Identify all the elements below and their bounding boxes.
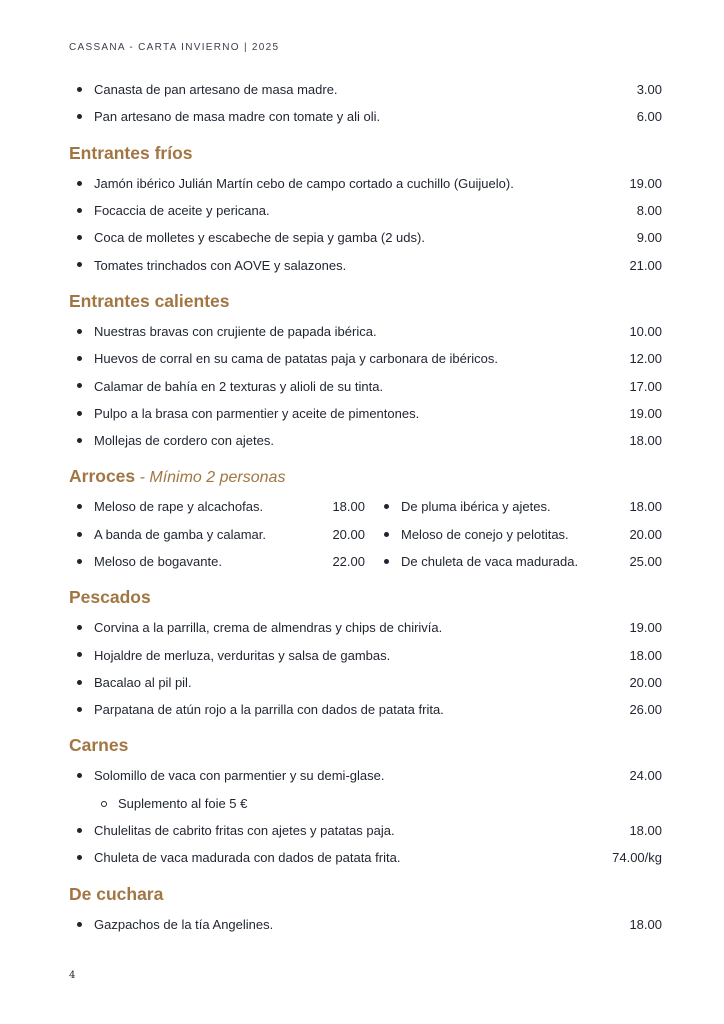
dish-name: Meloso de rape y alcachofas. — [94, 499, 264, 515]
sub-list-item — [69, 790, 662, 817]
de-cuchara-list — [69, 911, 662, 938]
dish-name: Tomates trinchados con AOVE y salazones. — [94, 257, 347, 273]
dish-price: 24.00 — [629, 768, 662, 784]
dish-price: 21.00 — [629, 257, 662, 273]
dish-name: De pluma ibérica y ajetes. — [401, 499, 551, 515]
dish-price: 18.00 — [629, 433, 662, 449]
dish-price: 6.00 — [636, 109, 662, 125]
supplement-note: Suplemento al foie 5 € — [118, 795, 248, 811]
list-item — [69, 493, 365, 520]
bullet-icon — [69, 844, 94, 871]
bullet-icon — [376, 548, 401, 575]
bullet-icon — [69, 224, 94, 251]
dish-name: Bacalao al pil pil. — [94, 674, 192, 690]
bullet-icon — [69, 318, 94, 345]
bullet-icon — [69, 762, 94, 789]
list-item — [69, 641, 662, 668]
bullet-icon — [69, 669, 94, 696]
bullet-icon — [69, 911, 94, 938]
dish-name: Meloso de conejo y pelotitas. — [401, 526, 569, 542]
list-item — [376, 493, 662, 520]
dish-price: 18.00 — [629, 499, 662, 515]
list-item — [69, 669, 662, 696]
section-title-de-cuchara: De cuchara — [69, 883, 164, 904]
arroces-list — [69, 493, 662, 575]
entrantes-calientes-list — [69, 318, 662, 454]
section-title-entrantes-calientes: Entrantes calientes — [69, 290, 230, 311]
list-item — [69, 400, 662, 427]
list-item — [69, 762, 662, 789]
bullet-icon — [69, 521, 94, 548]
bullet-icon — [69, 400, 94, 427]
dish-price: 25.00 — [629, 554, 662, 569]
page-number: 4 — [69, 970, 76, 981]
bullet-icon — [69, 103, 94, 130]
list-item — [69, 197, 662, 224]
bullet-icon — [69, 345, 94, 372]
bread-list — [69, 76, 662, 131]
circle-bullet-icon — [93, 790, 118, 817]
bullet-icon — [69, 76, 94, 103]
list-item — [376, 548, 662, 575]
dish-price: 9.00 — [636, 230, 662, 246]
list-item — [69, 224, 662, 251]
list-item — [69, 318, 662, 345]
bullet-icon — [69, 372, 94, 399]
bullet-icon — [69, 251, 94, 278]
bullet-icon — [69, 817, 94, 844]
dish-price: 20.00 — [629, 674, 662, 690]
dish-price: 18.00 — [629, 823, 662, 839]
list-item — [69, 614, 662, 641]
dish-name: Canasta de pan artesano de masa madre. — [94, 82, 338, 98]
list-item — [69, 76, 662, 103]
bullet-icon — [69, 197, 94, 224]
dish-price: 19.00 — [629, 405, 662, 421]
dish-price: 74.00/kg — [612, 850, 662, 866]
list-item — [69, 817, 662, 844]
dish-price: 19.00 — [629, 175, 662, 191]
dish-name: De chuleta de vaca madurada. — [401, 554, 579, 569]
bullet-icon — [376, 493, 401, 520]
dish-price: 22.00 — [332, 554, 365, 569]
dish-name: Parpatana de atún rojo a la parrilla con dados de patata frita. — [94, 702, 444, 718]
dish-name: Pulpo a la brasa con parmentier y aceite de pimentones. — [94, 405, 420, 421]
dish-price: 26.00 — [629, 702, 662, 718]
pescados-list — [69, 614, 662, 723]
dish-price: 12.00 — [629, 351, 662, 367]
dish-name: Gazpachos de la tía Angelines. — [94, 916, 274, 932]
dish-name: Calamar de bahía en 2 texturas y alioli de su tinta. — [94, 378, 384, 394]
arroces-title: Arroces — [69, 466, 136, 487]
document-header: CASSANA - CARTA INVIERNO | 2025 — [69, 42, 280, 53]
bullet-icon — [69, 493, 94, 520]
dish-name: Nuestras bravas con crujiente de papada ibérica. — [94, 323, 377, 339]
dish-price: 18.00 — [629, 916, 662, 932]
list-item — [69, 844, 662, 871]
dish-name: Focaccia de aceite y pericana. — [94, 203, 270, 219]
dish-name: Huevos de corral en su cama de patatas paja y carbonara de ibéricos. — [94, 351, 498, 367]
dish-name: Mollejas de cordero con ajetes. — [94, 433, 274, 449]
dish-name: Hojaldre de merluza, verduritas y salsa de gambas. — [94, 647, 391, 663]
dish-name: A banda de gamba y calamar. — [94, 526, 267, 542]
bullet-icon — [69, 696, 94, 723]
dish-price: 3.00 — [636, 82, 662, 98]
dish-price: 19.00 — [629, 620, 662, 636]
bullet-icon — [69, 427, 94, 454]
dish-name: Pan artesano de masa madre con tomate y ali oli. — [94, 109, 381, 125]
list-item — [69, 911, 662, 938]
section-title-arroces — [69, 465, 662, 488]
dish-name: Chulelitas de cabrito fritas con ajetes y patatas paja. — [94, 823, 395, 839]
dish-name: Jamón ibérico Julián Martín cebo de campo cortado a cuchillo (Guijuelo). — [94, 175, 514, 191]
dish-price: 18.00 — [332, 499, 365, 515]
dish-price: 20.00 — [629, 526, 662, 542]
dish-name: Meloso de bogavante. — [94, 554, 222, 569]
dish-price: 10.00 — [629, 323, 662, 339]
list-item — [69, 251, 662, 278]
dish-name: Corvina a la parrilla, crema de almendras y chips de chirivía. — [94, 620, 443, 636]
list-item — [69, 696, 662, 723]
dish-price: 8.00 — [636, 203, 662, 219]
list-item — [69, 548, 365, 575]
arroces-subtitle: - Mínimo 2 personas — [135, 469, 286, 487]
list-item — [69, 372, 662, 399]
bullet-icon — [376, 521, 401, 548]
arroces-right-column — [376, 493, 662, 575]
dish-name: Coca de molletes y escabeche de sepia y gamba (2 uds). — [94, 230, 425, 246]
entrantes-frios-list — [69, 170, 662, 279]
bullet-icon — [69, 641, 94, 668]
list-item — [69, 170, 662, 197]
section-title-pescados: Pescados — [69, 587, 151, 608]
section-title-entrantes-frios: Entrantes fríos — [69, 142, 193, 163]
bullet-icon — [69, 170, 94, 197]
dish-price: 18.00 — [629, 647, 662, 663]
list-item — [69, 521, 365, 548]
dish-name: Chuleta de vaca madurada con dados de patata frita. — [94, 850, 401, 866]
dish-price: 17.00 — [629, 378, 662, 394]
carnes-list — [69, 762, 662, 871]
list-item — [69, 345, 662, 372]
list-item — [69, 103, 662, 130]
arroces-left-column — [69, 493, 365, 575]
menu-content — [69, 76, 662, 938]
list-item — [69, 427, 662, 454]
bullet-icon — [69, 548, 94, 575]
dish-name: Solomillo de vaca con parmentier y su demi-glase. — [94, 768, 385, 784]
list-item — [376, 521, 662, 548]
bullet-icon — [69, 614, 94, 641]
section-title-carnes: Carnes — [69, 735, 129, 756]
dish-price: 20.00 — [332, 526, 365, 542]
